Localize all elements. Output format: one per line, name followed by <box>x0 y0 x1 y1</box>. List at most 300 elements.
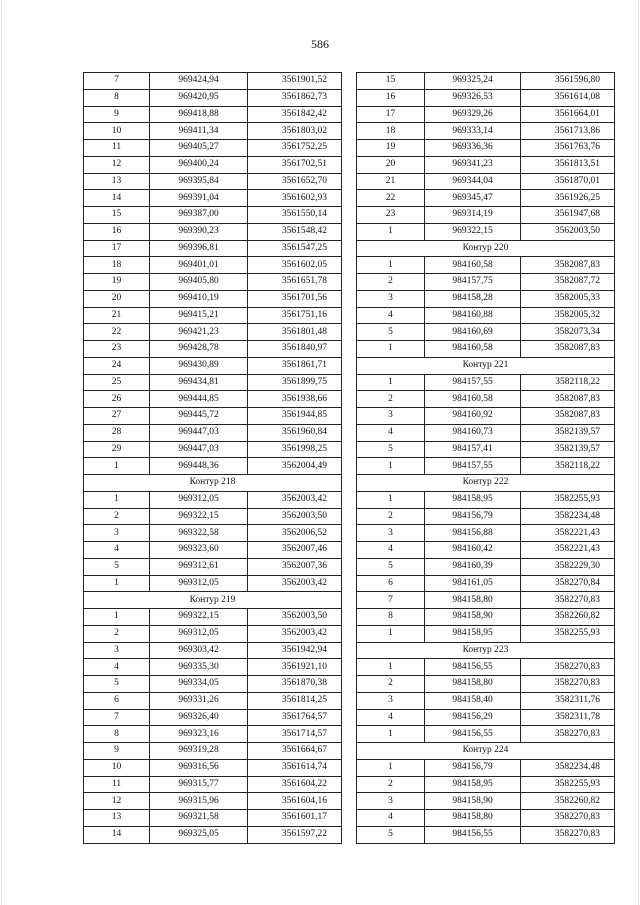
point-number-cell: 15 <box>357 73 425 90</box>
table-row <box>84 575 342 592</box>
point-number-cell: 20 <box>84 290 150 307</box>
x-coordinate-cell: 969444,85 <box>150 391 248 408</box>
x-coordinate-cell: 984158,40 <box>425 692 521 709</box>
point-number-cell: 12 <box>84 793 150 810</box>
y-coordinate-cell: 3561960,84 <box>248 424 342 441</box>
y-coordinate-cell: 3562003,42 <box>248 625 342 642</box>
x-coordinate-cell: 969322,58 <box>150 525 248 542</box>
point-number-cell: 7 <box>84 709 150 726</box>
y-coordinate-cell: 3561714,57 <box>248 726 342 743</box>
y-coordinate-cell: 3582087,72 <box>521 274 615 291</box>
point-number-cell: 8 <box>84 89 150 106</box>
x-coordinate-cell: 984156,55 <box>425 826 521 843</box>
point-number-cell: 1 <box>357 257 425 274</box>
table-row <box>84 274 342 291</box>
table-row <box>357 173 615 190</box>
x-coordinate-cell: 969333,14 <box>425 123 521 140</box>
y-coordinate-cell: 3582221,43 <box>521 542 615 559</box>
point-number-cell: 13 <box>84 810 150 827</box>
y-coordinate-cell: 3582139,57 <box>521 441 615 458</box>
x-coordinate-cell: 969336,36 <box>425 140 521 157</box>
table-row <box>84 357 342 374</box>
table-row <box>357 274 615 291</box>
point-number-cell: 8 <box>84 726 150 743</box>
table-row <box>357 89 615 106</box>
y-coordinate-cell: 3562003,50 <box>521 223 615 240</box>
table-row <box>357 341 615 358</box>
point-number-cell: 11 <box>84 776 150 793</box>
x-coordinate-cell: 984158,28 <box>425 290 521 307</box>
table-row <box>84 140 342 157</box>
point-number-cell: 5 <box>357 324 425 341</box>
x-coordinate-cell: 969401,01 <box>150 257 248 274</box>
x-coordinate-cell: 969400,24 <box>150 156 248 173</box>
y-coordinate-cell: 3561938,66 <box>248 391 342 408</box>
contour-header-row <box>357 642 615 659</box>
table-row <box>84 743 342 760</box>
point-number-cell: 4 <box>357 424 425 441</box>
point-number-cell: 7 <box>84 73 150 90</box>
point-number-cell: 4 <box>357 810 425 827</box>
x-coordinate-cell: 984158,95 <box>425 776 521 793</box>
x-coordinate-cell: 984158,80 <box>425 810 521 827</box>
x-coordinate-cell: 984158,95 <box>425 625 521 642</box>
y-coordinate-cell: 3582139,57 <box>521 424 615 441</box>
table-row <box>357 190 615 207</box>
x-coordinate-cell: 969315,77 <box>150 776 248 793</box>
page-number: 586 <box>311 37 329 51</box>
y-coordinate-cell: 3582270,83 <box>521 592 615 609</box>
table-row <box>357 307 615 324</box>
x-coordinate-cell: 969325,24 <box>425 73 521 90</box>
table-row <box>357 374 615 391</box>
point-number-cell: 2 <box>84 508 150 525</box>
y-coordinate-cell: 3561942,94 <box>248 642 342 659</box>
table-row <box>84 257 342 274</box>
x-coordinate-cell: 984160,42 <box>425 542 521 559</box>
x-coordinate-cell: 969331,26 <box>150 692 248 709</box>
coordinates-table-left <box>83 72 342 844</box>
point-number-cell: 19 <box>84 274 150 291</box>
x-coordinate-cell: 969303,42 <box>150 642 248 659</box>
table-row <box>84 491 342 508</box>
y-coordinate-cell: 3561814,25 <box>248 692 342 709</box>
point-number-cell: 16 <box>357 89 425 106</box>
table-row <box>84 659 342 676</box>
table-row <box>357 826 615 843</box>
table-row <box>84 508 342 525</box>
point-number-cell: 24 <box>84 357 150 374</box>
table-row <box>357 73 615 90</box>
y-coordinate-cell: 3561764,57 <box>248 709 342 726</box>
table-row <box>84 692 342 709</box>
x-coordinate-cell: 969312,05 <box>150 491 248 508</box>
y-coordinate-cell: 3582087,83 <box>521 341 615 358</box>
y-coordinate-cell: 3561596,80 <box>521 73 615 90</box>
table-row <box>357 659 615 676</box>
table-row <box>84 190 342 207</box>
point-number-cell: 1 <box>357 491 425 508</box>
y-coordinate-cell: 3561547,25 <box>248 240 342 257</box>
x-coordinate-cell: 984156,29 <box>425 709 521 726</box>
x-coordinate-cell: 969387,00 <box>150 207 248 224</box>
x-coordinate-cell: 969418,88 <box>150 106 248 123</box>
x-coordinate-cell: 969424,94 <box>150 73 248 90</box>
point-number-cell: 12 <box>84 156 150 173</box>
y-coordinate-cell: 3561870,38 <box>248 676 342 693</box>
contour-header: Контур 218 <box>84 475 342 492</box>
x-coordinate-cell: 984160,88 <box>425 307 521 324</box>
point-number-cell: 1 <box>357 458 425 475</box>
table-row <box>357 592 615 609</box>
y-coordinate-cell: 3561998,25 <box>248 441 342 458</box>
x-coordinate-cell: 984157,55 <box>425 374 521 391</box>
table-row <box>357 408 615 425</box>
point-number-cell: 5 <box>84 558 150 575</box>
x-coordinate-cell: 969421,23 <box>150 324 248 341</box>
point-number-cell: 4 <box>357 709 425 726</box>
y-coordinate-cell: 3561601,17 <box>248 810 342 827</box>
point-number-cell: 10 <box>84 123 150 140</box>
point-number-cell: 2 <box>84 625 150 642</box>
x-coordinate-cell: 969448,36 <box>150 458 248 475</box>
point-number-cell: 2 <box>357 676 425 693</box>
y-coordinate-cell: 3582270,83 <box>521 826 615 843</box>
table-row <box>84 307 342 324</box>
y-coordinate-cell: 3582255,93 <box>521 776 615 793</box>
contour-header-row <box>357 357 615 374</box>
x-coordinate-cell: 969321,58 <box>150 810 248 827</box>
x-coordinate-cell: 969445,72 <box>150 408 248 425</box>
y-coordinate-cell: 3561614,08 <box>521 89 615 106</box>
table-row <box>357 458 615 475</box>
y-coordinate-cell: 3561664,67 <box>248 743 342 760</box>
y-coordinate-cell: 3562007,36 <box>248 558 342 575</box>
point-number-cell: 14 <box>84 826 150 843</box>
table-row <box>357 759 615 776</box>
point-number-cell: 1 <box>84 575 150 592</box>
point-number-cell: 22 <box>84 324 150 341</box>
y-coordinate-cell: 3561901,52 <box>248 73 342 90</box>
x-coordinate-cell: 984158,90 <box>425 609 521 626</box>
point-number-cell: 4 <box>84 659 150 676</box>
y-coordinate-cell: 3562003,50 <box>248 508 342 525</box>
x-coordinate-cell: 984160,58 <box>425 341 521 358</box>
table-row <box>357 709 615 726</box>
y-coordinate-cell: 3561947,68 <box>521 207 615 224</box>
table-row <box>357 525 615 542</box>
x-coordinate-cell: 969405,80 <box>150 274 248 291</box>
point-number-cell: 3 <box>357 290 425 307</box>
contour-header: Контур 221 <box>357 357 615 374</box>
y-coordinate-cell: 3561842,42 <box>248 106 342 123</box>
point-number-cell: 11 <box>84 140 150 157</box>
table-row <box>84 324 342 341</box>
table-row <box>357 207 615 224</box>
y-coordinate-cell: 3582229,30 <box>521 558 615 575</box>
point-number-cell: 20 <box>357 156 425 173</box>
point-number-cell: 1 <box>84 491 150 508</box>
y-coordinate-cell: 3582087,83 <box>521 408 615 425</box>
x-coordinate-cell: 969329,26 <box>425 106 521 123</box>
table-row <box>84 776 342 793</box>
y-coordinate-cell: 3561921,10 <box>248 659 342 676</box>
y-coordinate-cell: 3561861,71 <box>248 357 342 374</box>
point-number-cell: 3 <box>357 692 425 709</box>
y-coordinate-cell: 3582005,32 <box>521 307 615 324</box>
x-coordinate-cell: 984160,73 <box>425 424 521 441</box>
x-coordinate-cell: 969430,89 <box>150 357 248 374</box>
y-coordinate-cell: 3561550,14 <box>248 207 342 224</box>
table-row <box>84 542 342 559</box>
point-number-cell: 18 <box>84 257 150 274</box>
scan-edge-right <box>638 0 639 905</box>
y-coordinate-cell: 3582270,83 <box>521 726 615 743</box>
x-coordinate-cell: 969323,16 <box>150 726 248 743</box>
table-row <box>84 223 342 240</box>
x-coordinate-cell: 984158,90 <box>425 793 521 810</box>
y-coordinate-cell: 3582087,83 <box>521 257 615 274</box>
y-coordinate-cell: 3561701,56 <box>248 290 342 307</box>
x-coordinate-cell: 969411,34 <box>150 123 248 140</box>
point-number-cell: 9 <box>84 106 150 123</box>
point-number-cell: 3 <box>84 642 150 659</box>
table-row <box>357 542 615 559</box>
point-number-cell: 5 <box>357 441 425 458</box>
table-row <box>357 140 615 157</box>
point-number-cell: 9 <box>84 743 150 760</box>
table-row <box>357 257 615 274</box>
x-coordinate-cell: 969334,05 <box>150 676 248 693</box>
x-coordinate-cell: 969410,19 <box>150 290 248 307</box>
table-row <box>357 106 615 123</box>
y-coordinate-cell: 3582260,82 <box>521 793 615 810</box>
point-number-cell: 2 <box>357 508 425 525</box>
coordinates-table-right <box>356 72 615 844</box>
point-number-cell: 22 <box>357 190 425 207</box>
y-coordinate-cell: 3561702,51 <box>248 156 342 173</box>
x-coordinate-cell: 969428,78 <box>150 341 248 358</box>
point-number-cell: 5 <box>357 826 425 843</box>
x-coordinate-cell: 969322,15 <box>150 609 248 626</box>
table-row <box>84 826 342 843</box>
table-row <box>357 793 615 810</box>
x-coordinate-cell: 984158,95 <box>425 491 521 508</box>
contour-header: Контур 224 <box>357 743 615 760</box>
y-coordinate-cell: 3582073,34 <box>521 324 615 341</box>
x-coordinate-cell: 984156,88 <box>425 525 521 542</box>
point-number-cell: 29 <box>84 441 150 458</box>
table-row <box>357 424 615 441</box>
x-coordinate-cell: 969326,53 <box>425 89 521 106</box>
x-coordinate-cell: 969322,15 <box>425 223 521 240</box>
point-number-cell: 1 <box>357 726 425 743</box>
y-coordinate-cell: 3561862,73 <box>248 89 342 106</box>
table-row <box>357 123 615 140</box>
table-row <box>84 759 342 776</box>
y-coordinate-cell: 3582087,83 <box>521 391 615 408</box>
table-row <box>357 391 615 408</box>
y-coordinate-cell: 3561664,01 <box>521 106 615 123</box>
table-row <box>84 156 342 173</box>
x-coordinate-cell: 969312,05 <box>150 575 248 592</box>
table-row <box>357 625 615 642</box>
point-number-cell: 1 <box>357 759 425 776</box>
point-number-cell: 18 <box>357 123 425 140</box>
point-number-cell: 28 <box>84 424 150 441</box>
x-coordinate-cell: 969395,84 <box>150 173 248 190</box>
point-number-cell: 16 <box>84 223 150 240</box>
y-coordinate-cell: 3582255,93 <box>521 491 615 508</box>
y-coordinate-cell: 3582234,48 <box>521 759 615 776</box>
x-coordinate-cell: 969420,95 <box>150 89 248 106</box>
x-coordinate-cell: 969314,19 <box>425 207 521 224</box>
y-coordinate-cell: 3561651,78 <box>248 274 342 291</box>
point-number-cell: 5 <box>357 558 425 575</box>
table-row <box>357 491 615 508</box>
point-number-cell: 17 <box>84 240 150 257</box>
point-number-cell: 4 <box>357 542 425 559</box>
point-number-cell: 1 <box>357 223 425 240</box>
table-row <box>357 726 615 743</box>
x-coordinate-cell: 969447,03 <box>150 441 248 458</box>
y-coordinate-cell: 3561801,48 <box>248 324 342 341</box>
x-coordinate-cell: 984156,55 <box>425 659 521 676</box>
contour-header-row <box>84 592 342 609</box>
x-coordinate-cell: 969396,81 <box>150 240 248 257</box>
point-number-cell: 6 <box>357 575 425 592</box>
table-row <box>84 89 342 106</box>
y-coordinate-cell: 3561803,02 <box>248 123 342 140</box>
point-number-cell: 2 <box>357 274 425 291</box>
table-row <box>84 408 342 425</box>
y-coordinate-cell: 3562006,52 <box>248 525 342 542</box>
table-row <box>357 692 615 709</box>
y-coordinate-cell: 3582311,76 <box>521 692 615 709</box>
y-coordinate-cell: 3561840,97 <box>248 341 342 358</box>
x-coordinate-cell: 984156,79 <box>425 759 521 776</box>
table-row <box>84 341 342 358</box>
table-row <box>84 558 342 575</box>
y-coordinate-cell: 3582311,78 <box>521 709 615 726</box>
x-coordinate-cell: 984158,80 <box>425 592 521 609</box>
y-coordinate-cell: 3582260,82 <box>521 609 615 626</box>
x-coordinate-cell: 984160,58 <box>425 391 521 408</box>
x-coordinate-cell: 969322,15 <box>150 508 248 525</box>
y-coordinate-cell: 3562007,46 <box>248 542 342 559</box>
point-number-cell: 6 <box>84 692 150 709</box>
contour-header: Контур 219 <box>84 592 342 609</box>
point-number-cell: 1 <box>357 341 425 358</box>
point-number-cell: 26 <box>84 391 150 408</box>
table-row <box>84 810 342 827</box>
y-coordinate-cell: 3582270,83 <box>521 810 615 827</box>
table-row <box>84 642 342 659</box>
point-number-cell: 14 <box>84 190 150 207</box>
x-coordinate-cell: 984160,69 <box>425 324 521 341</box>
table-row <box>84 793 342 810</box>
y-coordinate-cell: 3561604,22 <box>248 776 342 793</box>
point-number-cell: 1 <box>357 625 425 642</box>
table-row <box>84 374 342 391</box>
point-number-cell: 1 <box>84 609 150 626</box>
y-coordinate-cell: 3561944,85 <box>248 408 342 425</box>
table-row <box>84 726 342 743</box>
contour-header: Контур 223 <box>357 642 615 659</box>
point-number-cell: 23 <box>357 207 425 224</box>
x-coordinate-cell: 969390,23 <box>150 223 248 240</box>
x-coordinate-cell: 984157,75 <box>425 274 521 291</box>
point-number-cell: 8 <box>357 609 425 626</box>
table-row <box>84 207 342 224</box>
y-coordinate-cell: 3582270,83 <box>521 676 615 693</box>
y-coordinate-cell: 3582234,48 <box>521 508 615 525</box>
x-coordinate-cell: 969325,05 <box>150 826 248 843</box>
point-number-cell: 10 <box>84 759 150 776</box>
x-coordinate-cell: 984156,79 <box>425 508 521 525</box>
point-number-cell: 21 <box>357 173 425 190</box>
table-row <box>357 609 615 626</box>
table-row <box>84 290 342 307</box>
table-row <box>84 625 342 642</box>
table-row <box>357 156 615 173</box>
table-row <box>357 223 615 240</box>
x-coordinate-cell: 984161,05 <box>425 575 521 592</box>
table-row <box>357 508 615 525</box>
y-coordinate-cell: 3562003,50 <box>248 609 342 626</box>
table-row <box>84 709 342 726</box>
x-coordinate-cell: 969316,56 <box>150 759 248 776</box>
point-number-cell: 15 <box>84 207 150 224</box>
table-row <box>84 441 342 458</box>
table-row <box>357 776 615 793</box>
y-coordinate-cell: 3582118,22 <box>521 458 615 475</box>
x-coordinate-cell: 984160,39 <box>425 558 521 575</box>
point-number-cell: 13 <box>84 173 150 190</box>
point-number-cell: 27 <box>84 408 150 425</box>
point-number-cell: 21 <box>84 307 150 324</box>
x-coordinate-cell: 969335,30 <box>150 659 248 676</box>
point-number-cell: 25 <box>84 374 150 391</box>
point-number-cell: 3 <box>84 525 150 542</box>
x-coordinate-cell: 969344,04 <box>425 173 521 190</box>
table-row <box>84 173 342 190</box>
point-number-cell: 1 <box>84 458 150 475</box>
y-coordinate-cell: 3561602,93 <box>248 190 342 207</box>
table-row <box>357 810 615 827</box>
contour-header: Контур 222 <box>357 475 615 492</box>
y-coordinate-cell: 3561602,05 <box>248 257 342 274</box>
table-row <box>84 424 342 441</box>
table-row <box>357 290 615 307</box>
table-row <box>357 558 615 575</box>
x-coordinate-cell: 984158,80 <box>425 676 521 693</box>
x-coordinate-cell: 969345,47 <box>425 190 521 207</box>
x-coordinate-cell: 969434,81 <box>150 374 248 391</box>
table-row <box>84 391 342 408</box>
y-coordinate-cell: 3582270,84 <box>521 575 615 592</box>
table-row <box>84 676 342 693</box>
y-coordinate-cell: 3562004,49 <box>248 458 342 475</box>
table-row <box>357 441 615 458</box>
x-coordinate-cell: 969323,60 <box>150 542 248 559</box>
point-number-cell: 3 <box>357 793 425 810</box>
point-number-cell: 4 <box>357 307 425 324</box>
y-coordinate-cell: 3562003,42 <box>248 491 342 508</box>
y-coordinate-cell: 3561548,42 <box>248 223 342 240</box>
x-coordinate-cell: 969391,04 <box>150 190 248 207</box>
contour-header-row <box>357 475 615 492</box>
